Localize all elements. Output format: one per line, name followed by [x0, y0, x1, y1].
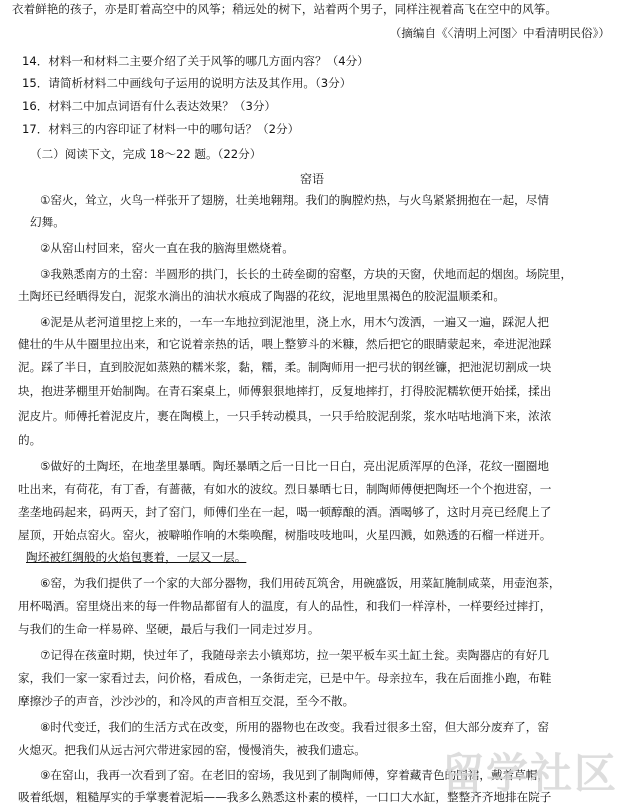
- paragraph-5-line: 吐出来，有荷花，有丁香，有蔷薇，有如水的波纹。烈日暴晒七日，制陶师傅便把陶坯一个个抱进窑，一: [18, 482, 552, 496]
- paragraph-7-line: 摩擦沙子的声音，沙沙沙的，和冷风的声音相互交混，至今不散。: [18, 694, 355, 708]
- underlined-sentence: 陶坯被红绸般的火焰包裹着，一层又一层。: [26, 550, 247, 564]
- paragraph-9-line: ⑨在窑山，我再一次看到了窑。在老旧的窑场，我见到了制陶师傅，穿着藏青色的围裙，戴着草帽，: [40, 768, 549, 782]
- paragraph-2: ②从窑山村回来，窑火一直在我的脑海里燃烧着。: [40, 241, 294, 255]
- paragraph-5-line: ⑤做好的土陶坯，在地垄里暴晒。陶坯暴晒之后一日比一日白，亮出泥质浑厚的色泽，花纹一圈圈地: [40, 459, 549, 473]
- question-15: 15．请简析材料二中画线句子运用的说明方法及其作用。（3分）: [22, 76, 352, 90]
- paragraph-5-line: 屋顶，开始点窑火。窑火，被噼啪作响的木柴唤醒，树脂吱吱地叫，火星四溅，如熟透的石榴一样迸开。: [18, 528, 552, 542]
- paragraph-9-line: 吸着纸烟，粗糙厚实的手掌裹着泥垢——我多么熟悉这朴素的模样，一口口大水缸，整整齐齐地排在院子: [18, 790, 552, 804]
- source-citation: （摘编自《〈清明上河图〉中看清明民俗》）: [389, 26, 610, 40]
- paragraph-8-line: 火熄灭。把我们从远古河穴带进家园的窑，慢慢消失，被我们遗忘。: [18, 743, 366, 757]
- paragraph-4-line: 健壮的牛从牛圈里拉出来，和它说着亲热的话，喂上整箩斗的米糠，然后把它的眼睛蒙起来，牵进泥池踩: [18, 337, 552, 351]
- paragraph-5-line: 垄垄地码起来，码两天，封了窑门，师傅们坐在一起，喝一顿醇酿的酒。酒喝够了，这时月亮已经爬上了: [18, 505, 552, 519]
- paragraph-4-line: 泥皮片。师傅托着泥皮片，裹在陶模上，一只手转动模具，一只手给胶泥刮浆，浆水咕咕地淌下来，浓浓: [18, 409, 552, 423]
- paragraph-3-line: ③我熟悉南方的土窑：半圆形的拱门，长长的土砖垒砌的窑壑，方块的天窗，伏地而起的烟囱。场院里，: [40, 267, 573, 281]
- paragraph-4-line: 的。: [18, 433, 42, 447]
- paragraph-8-line: ⑧时代变迁，我们的生活方式在改变，所用的器物也在改变。我看过很多土窑，但大部分废弃了，窑: [40, 720, 549, 734]
- article-title: 窑语: [299, 172, 324, 186]
- paragraph-1-line: ①窑火，耸立，火鸟一样张开了翅膀，壮美地翱翔。我们的胸膛灼热，与火鸟紧紧拥抱在一起，尽情: [40, 193, 549, 207]
- paragraph-7-line: 家，我们一家一家看过去，问价格，看成色，一条街走完，已是中午。母亲拉车，我在后面推小跑，布鞋: [18, 671, 552, 685]
- paragraph-1-line: 幻舞。: [30, 215, 65, 229]
- question-17: 17．材料三的内容印证了材料一中的哪句话？（2分）: [22, 122, 300, 136]
- paragraph-6-line: 与我们的生命一样易碎、坚硬，最后与我们一同走过岁月。: [18, 622, 320, 636]
- text-line: 衣着鲜艳的孩子，亦是盯着高空中的风筝；稍远处的树下，站着两个男子，同样注视着高飞在空中的风筝。: [12, 2, 557, 16]
- question-16: 16．材料二中加点词语有什么表达效果？（3分）: [22, 99, 277, 113]
- site-watermark: 留学社区: [441, 749, 618, 798]
- paragraph-3-line: 土陶坯已经晒得发白，泥浆水淌出的油状水痕成了陶器的花纹，泥地里黑褐色的胶泥温顺柔和。: [18, 289, 505, 303]
- paragraph-6-line: ⑥窑，为我们提供了一个家的大部分器物，我们用砖瓦筑舍，用碗盛饭，用菜缸腌制咸菜，用壶泡茶，: [40, 576, 561, 590]
- paragraph-4-line: 泥。踩了半日，直到胶泥如蒸熟的糯米浆，黏，糯，柔。制陶师用一把弓状的钢丝镰，把池泥切割成一块: [18, 360, 552, 374]
- paragraph-6-line: 用杯喝酒。窑里烧出来的每一件物品都留有人的温度，有人的品性，和我们一样淳朴，一样要经过摔打，: [18, 599, 552, 613]
- paragraph-7-line: ⑦记得在孩童时期，快过年了，我随母亲去小镇郑坊，拉一架平板车买土缸土瓮。卖陶器店的有好几: [40, 648, 549, 662]
- paragraph-4-line: 块，抱进茅棚里开始制陶。在青石案桌上，师傅狠狠地摔打，反复地摔打，打得胶泥糯软便开始揉，揉出: [18, 384, 552, 398]
- paragraph-4-line: ④泥是从老河道里挖上来的，一车一车地拉到泥池里，浇上水，用木勺泼洒，一遍又一遍，踩泥人把: [40, 315, 549, 329]
- question-14: 14．材料一和材料二主要介绍了关于风筝的哪几方面内容？（4分）: [22, 54, 369, 68]
- section-heading: （二）阅读下文，完成 18～22 题。（22分）: [30, 147, 262, 161]
